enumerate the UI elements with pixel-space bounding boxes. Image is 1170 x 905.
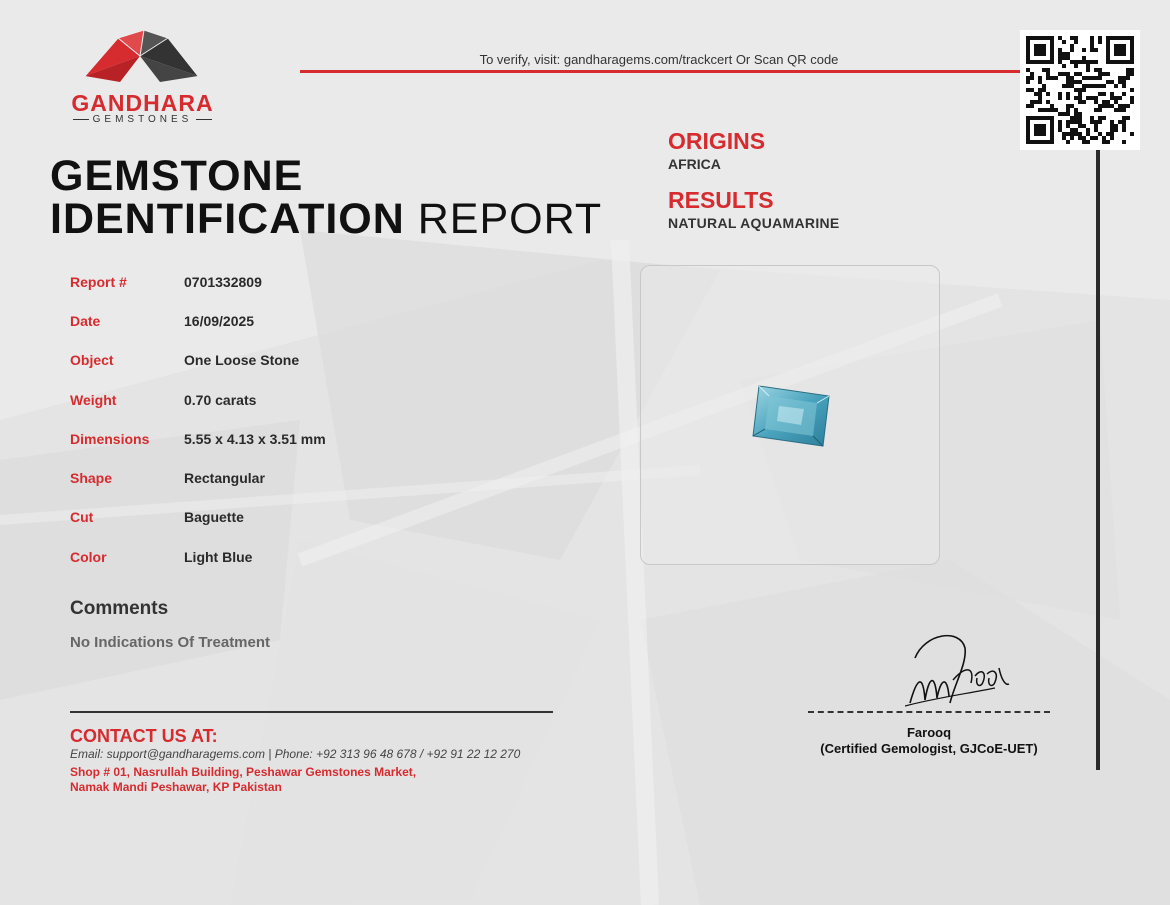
spec-row-report [70, 262, 470, 301]
spec-row-dimensions [70, 419, 470, 458]
brand-name: GANDHARA [71, 90, 214, 116]
contact-address-line1: Shop # 01, Nasrullah Building, Peshawar Gemstones Market, [70, 765, 417, 779]
spec-value: 5.55 x 4.13 x 3.51 mm [184, 430, 326, 447]
origins-value: AFRICA [668, 156, 721, 172]
comments-value: No Indications Of Treatment [70, 634, 271, 651]
spec-label: Report # [70, 273, 127, 290]
spec-label: Cut [70, 509, 94, 526]
spec-value: One Loose Stone [184, 352, 300, 369]
report-title-bold: IDENTIFICATION [50, 195, 405, 243]
contact-address-line2: Namak Mandi Peshawar, KP Pakistan [70, 780, 282, 794]
spec-value: Light Blue [184, 548, 253, 565]
spec-value: 0.70 carats [184, 391, 257, 408]
spec-value: 16/09/2025 [184, 312, 255, 329]
contact-divider [70, 711, 553, 713]
report-title-light: REPORT [417, 195, 603, 243]
gemstone-photo [640, 265, 940, 565]
report-title-line1: GEMSTONE [50, 152, 304, 200]
gemstone-image [749, 381, 831, 451]
comments-heading: Comments [70, 598, 169, 619]
signer-name: Farooq [906, 725, 952, 740]
spec-label: Color [70, 548, 107, 565]
spec-value: 0701332809 [184, 273, 262, 290]
header-divider [300, 70, 1022, 73]
origins-heading: ORIGINS [668, 128, 766, 154]
spec-row-date [70, 301, 470, 340]
specs-table [70, 262, 470, 576]
spec-value: Rectangular [184, 470, 265, 487]
qr-code-icon [1026, 36, 1134, 144]
signature-line [808, 711, 1050, 713]
spec-value: Baguette [184, 509, 244, 526]
spec-row-shape [70, 458, 470, 497]
spec-label: Shape [70, 470, 113, 487]
results-heading: RESULTS [668, 187, 774, 213]
contact-heading: CONTACT US AT: [70, 726, 218, 746]
signer-title: (Certified Gemologist, GJCoE-UET) [820, 741, 1038, 756]
spec-row-weight [70, 380, 470, 419]
right-border-line [1096, 150, 1100, 770]
results-value: NATURAL AQUAMARINE [668, 215, 840, 231]
signature-image [905, 628, 1015, 713]
qr-code[interactable] [1020, 30, 1140, 150]
spec-label: Weight [70, 391, 117, 408]
spec-label: Object [70, 352, 114, 369]
verify-text: To verify, visit: gandharagems.com/trackcert Or Scan QR code [479, 52, 839, 67]
brand-subtitle: GEMSTONES [50, 114, 235, 125]
brand-logo [50, 28, 235, 128]
contact-email-phone[interactable]: Email: support@gandharagems.com | Phone: +92 313 96 48 678 / +92 91 22 12 270 [70, 747, 521, 761]
spec-row-cut [70, 498, 470, 537]
spec-label: Dimensions [70, 430, 150, 447]
gem-logo-icon [80, 28, 200, 88]
handwritten-signature-icon [905, 628, 1015, 708]
report-title-line2 [50, 195, 602, 244]
spec-row-color [70, 537, 470, 576]
spec-row-object [70, 341, 470, 380]
spec-label: Date [70, 312, 101, 329]
